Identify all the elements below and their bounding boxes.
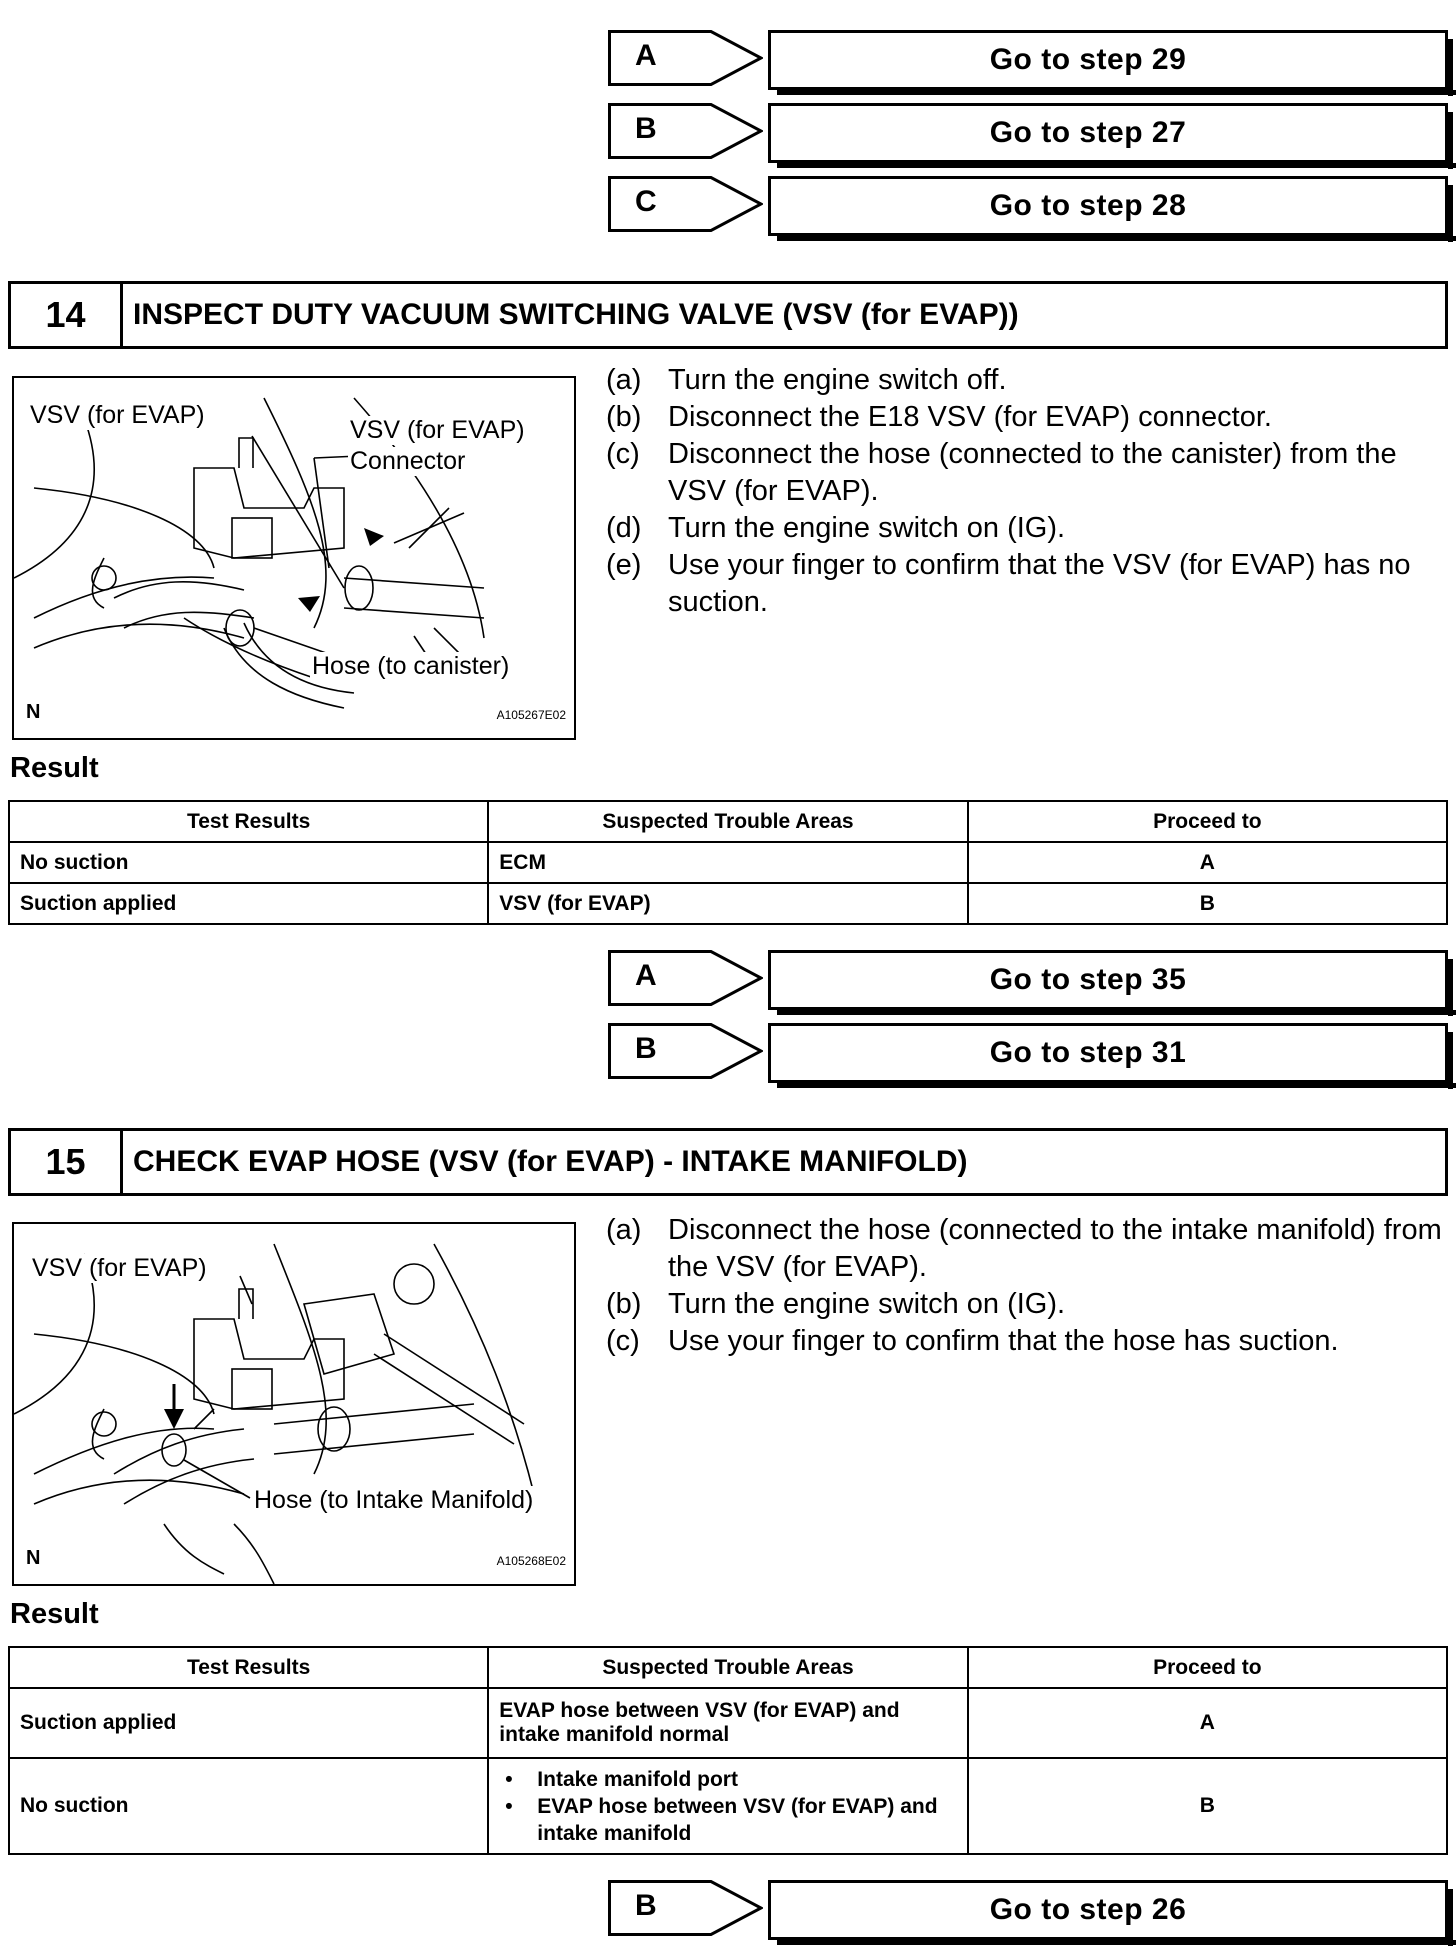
step-title: CHECK EVAP HOSE (VSV (for EVAP) - INTAKE MANIFOLD) xyxy=(133,1145,968,1178)
nav-row-b[interactable] xyxy=(608,103,1448,165)
instruction-item: (a) Turn the engine switch off. xyxy=(606,364,1007,396)
step-14-instructions xyxy=(606,362,1446,621)
orientation-mark: N xyxy=(26,701,41,723)
column-header: Test Results xyxy=(9,801,488,842)
column-header: Test Results xyxy=(9,1647,488,1688)
result-label: Result xyxy=(10,1598,99,1630)
instruction-item: (c) Disconnect the hose (connected to the canister) from the VSV (for EVAP). xyxy=(606,438,1397,507)
arrow-right-icon xyxy=(703,1880,763,1936)
vsv-label: VSV (for EVAP) xyxy=(32,1254,207,1282)
table-row xyxy=(9,842,1447,883)
step-number: 14 xyxy=(11,284,123,346)
nav-letter: A xyxy=(635,959,657,992)
nav-tab xyxy=(608,176,708,232)
trouble-area-item: • Intake manifold port xyxy=(499,1766,956,1793)
table-header-row xyxy=(9,801,1447,842)
step-15-instructions xyxy=(606,1212,1446,1360)
go-to-step-button[interactable]: Go to step 27 xyxy=(768,103,1448,163)
instruction-item: (d) Turn the engine switch on (IG). xyxy=(606,512,1066,544)
instruction-item: (a) Disconnect the hose (connected to the intake manifold) from the VSV (for EVAP). xyxy=(606,1214,1442,1283)
nav-tab xyxy=(608,1023,708,1079)
column-header: Proceed to xyxy=(968,1647,1447,1688)
nav-row-c[interactable] xyxy=(608,176,1448,238)
nav-row-b[interactable] xyxy=(608,1023,1448,1085)
test-result-cell: No suction xyxy=(9,1758,488,1854)
go-to-step-button[interactable]: Go to step 35 xyxy=(768,950,1448,1010)
go-to-step-button[interactable]: Go to step 26 xyxy=(768,1880,1448,1940)
figure-code: A105267E02 xyxy=(496,708,566,722)
connector-label-line2: Connector xyxy=(350,447,466,475)
trouble-area-item: • EVAP hose between VSV (for EVAP) and intake manifold xyxy=(499,1793,956,1847)
arrow-right-icon xyxy=(703,103,763,159)
nav-tab xyxy=(608,103,708,159)
nav-letter: C xyxy=(635,185,657,218)
table-row xyxy=(9,883,1447,924)
proceed-cell: A xyxy=(968,1688,1447,1758)
go-to-step-button[interactable]: Go to step 29 xyxy=(768,30,1448,90)
test-result-cell: No suction xyxy=(9,842,488,883)
column-header: Suspected Trouble Areas xyxy=(488,1647,967,1688)
trouble-area-cell: ECM xyxy=(488,842,967,883)
test-result-cell: Suction applied xyxy=(9,883,488,924)
step-number: 15 xyxy=(11,1131,123,1193)
step-15-result-table xyxy=(8,1646,1448,1855)
step-14-figure xyxy=(12,376,576,740)
nav-row-a[interactable] xyxy=(608,30,1448,92)
table-header-row xyxy=(9,1647,1447,1688)
nav-letter: B xyxy=(635,1032,657,1065)
instruction-item: (e) Use your finger to confirm that the VSV (for EVAP) has no suction. xyxy=(606,549,1411,618)
step-15-header xyxy=(8,1128,1448,1196)
nav-tab xyxy=(608,30,708,86)
arrow-right-icon xyxy=(703,950,763,1006)
proceed-cell: B xyxy=(968,1758,1447,1854)
table-row xyxy=(9,1758,1447,1854)
orientation-mark: N xyxy=(26,1547,41,1569)
result-label: Result xyxy=(10,752,99,784)
step-15-figure xyxy=(12,1222,576,1586)
instruction-item: (c) Use your finger to confirm that the hose has suction. xyxy=(606,1325,1339,1357)
proceed-cell: B xyxy=(968,883,1447,924)
arrow-right-icon xyxy=(703,1023,763,1079)
trouble-area-cell: VSV (for EVAP) xyxy=(488,883,967,924)
nav-tab xyxy=(608,950,708,1006)
nav-letter: B xyxy=(635,1889,657,1922)
arrow-right-icon xyxy=(703,176,763,232)
hose-label: Hose (to Intake Manifold) xyxy=(254,1486,534,1514)
vsv-label: VSV (for EVAP) xyxy=(30,401,205,429)
hose-label: Hose (to canister) xyxy=(312,652,510,680)
trouble-area-cell xyxy=(488,1758,967,1854)
instruction-item: (b) Disconnect the E18 VSV (for EVAP) connector. xyxy=(606,401,1272,433)
step-title: INSPECT DUTY VACUUM SWITCHING VALVE (VSV (for EVAP)) xyxy=(133,298,1019,331)
step-14-result-table xyxy=(8,800,1448,925)
figure-code: A105268E02 xyxy=(496,1554,566,1568)
instruction-item: (b) Turn the engine switch on (IG). xyxy=(606,1288,1066,1320)
nav-letter: B xyxy=(635,112,657,145)
nav-row-b[interactable] xyxy=(608,1880,1448,1942)
column-header: Proceed to xyxy=(968,801,1447,842)
step-14-header xyxy=(8,281,1448,349)
go-to-step-button[interactable]: Go to step 31 xyxy=(768,1023,1448,1083)
nav-row-a[interactable] xyxy=(608,950,1448,1012)
table-row xyxy=(9,1688,1447,1758)
column-header: Suspected Trouble Areas xyxy=(488,801,967,842)
nav-tab xyxy=(608,1880,708,1936)
arrow-right-icon xyxy=(703,30,763,86)
proceed-cell: A xyxy=(968,842,1447,883)
nav-letter: A xyxy=(635,39,657,72)
go-to-step-button[interactable]: Go to step 28 xyxy=(768,176,1448,236)
trouble-area-cell: EVAP hose between VSV (for EVAP) and intake manifold normal xyxy=(488,1688,967,1758)
connector-label-line1: VSV (for EVAP) xyxy=(350,416,525,444)
test-result-cell: Suction applied xyxy=(9,1688,488,1758)
